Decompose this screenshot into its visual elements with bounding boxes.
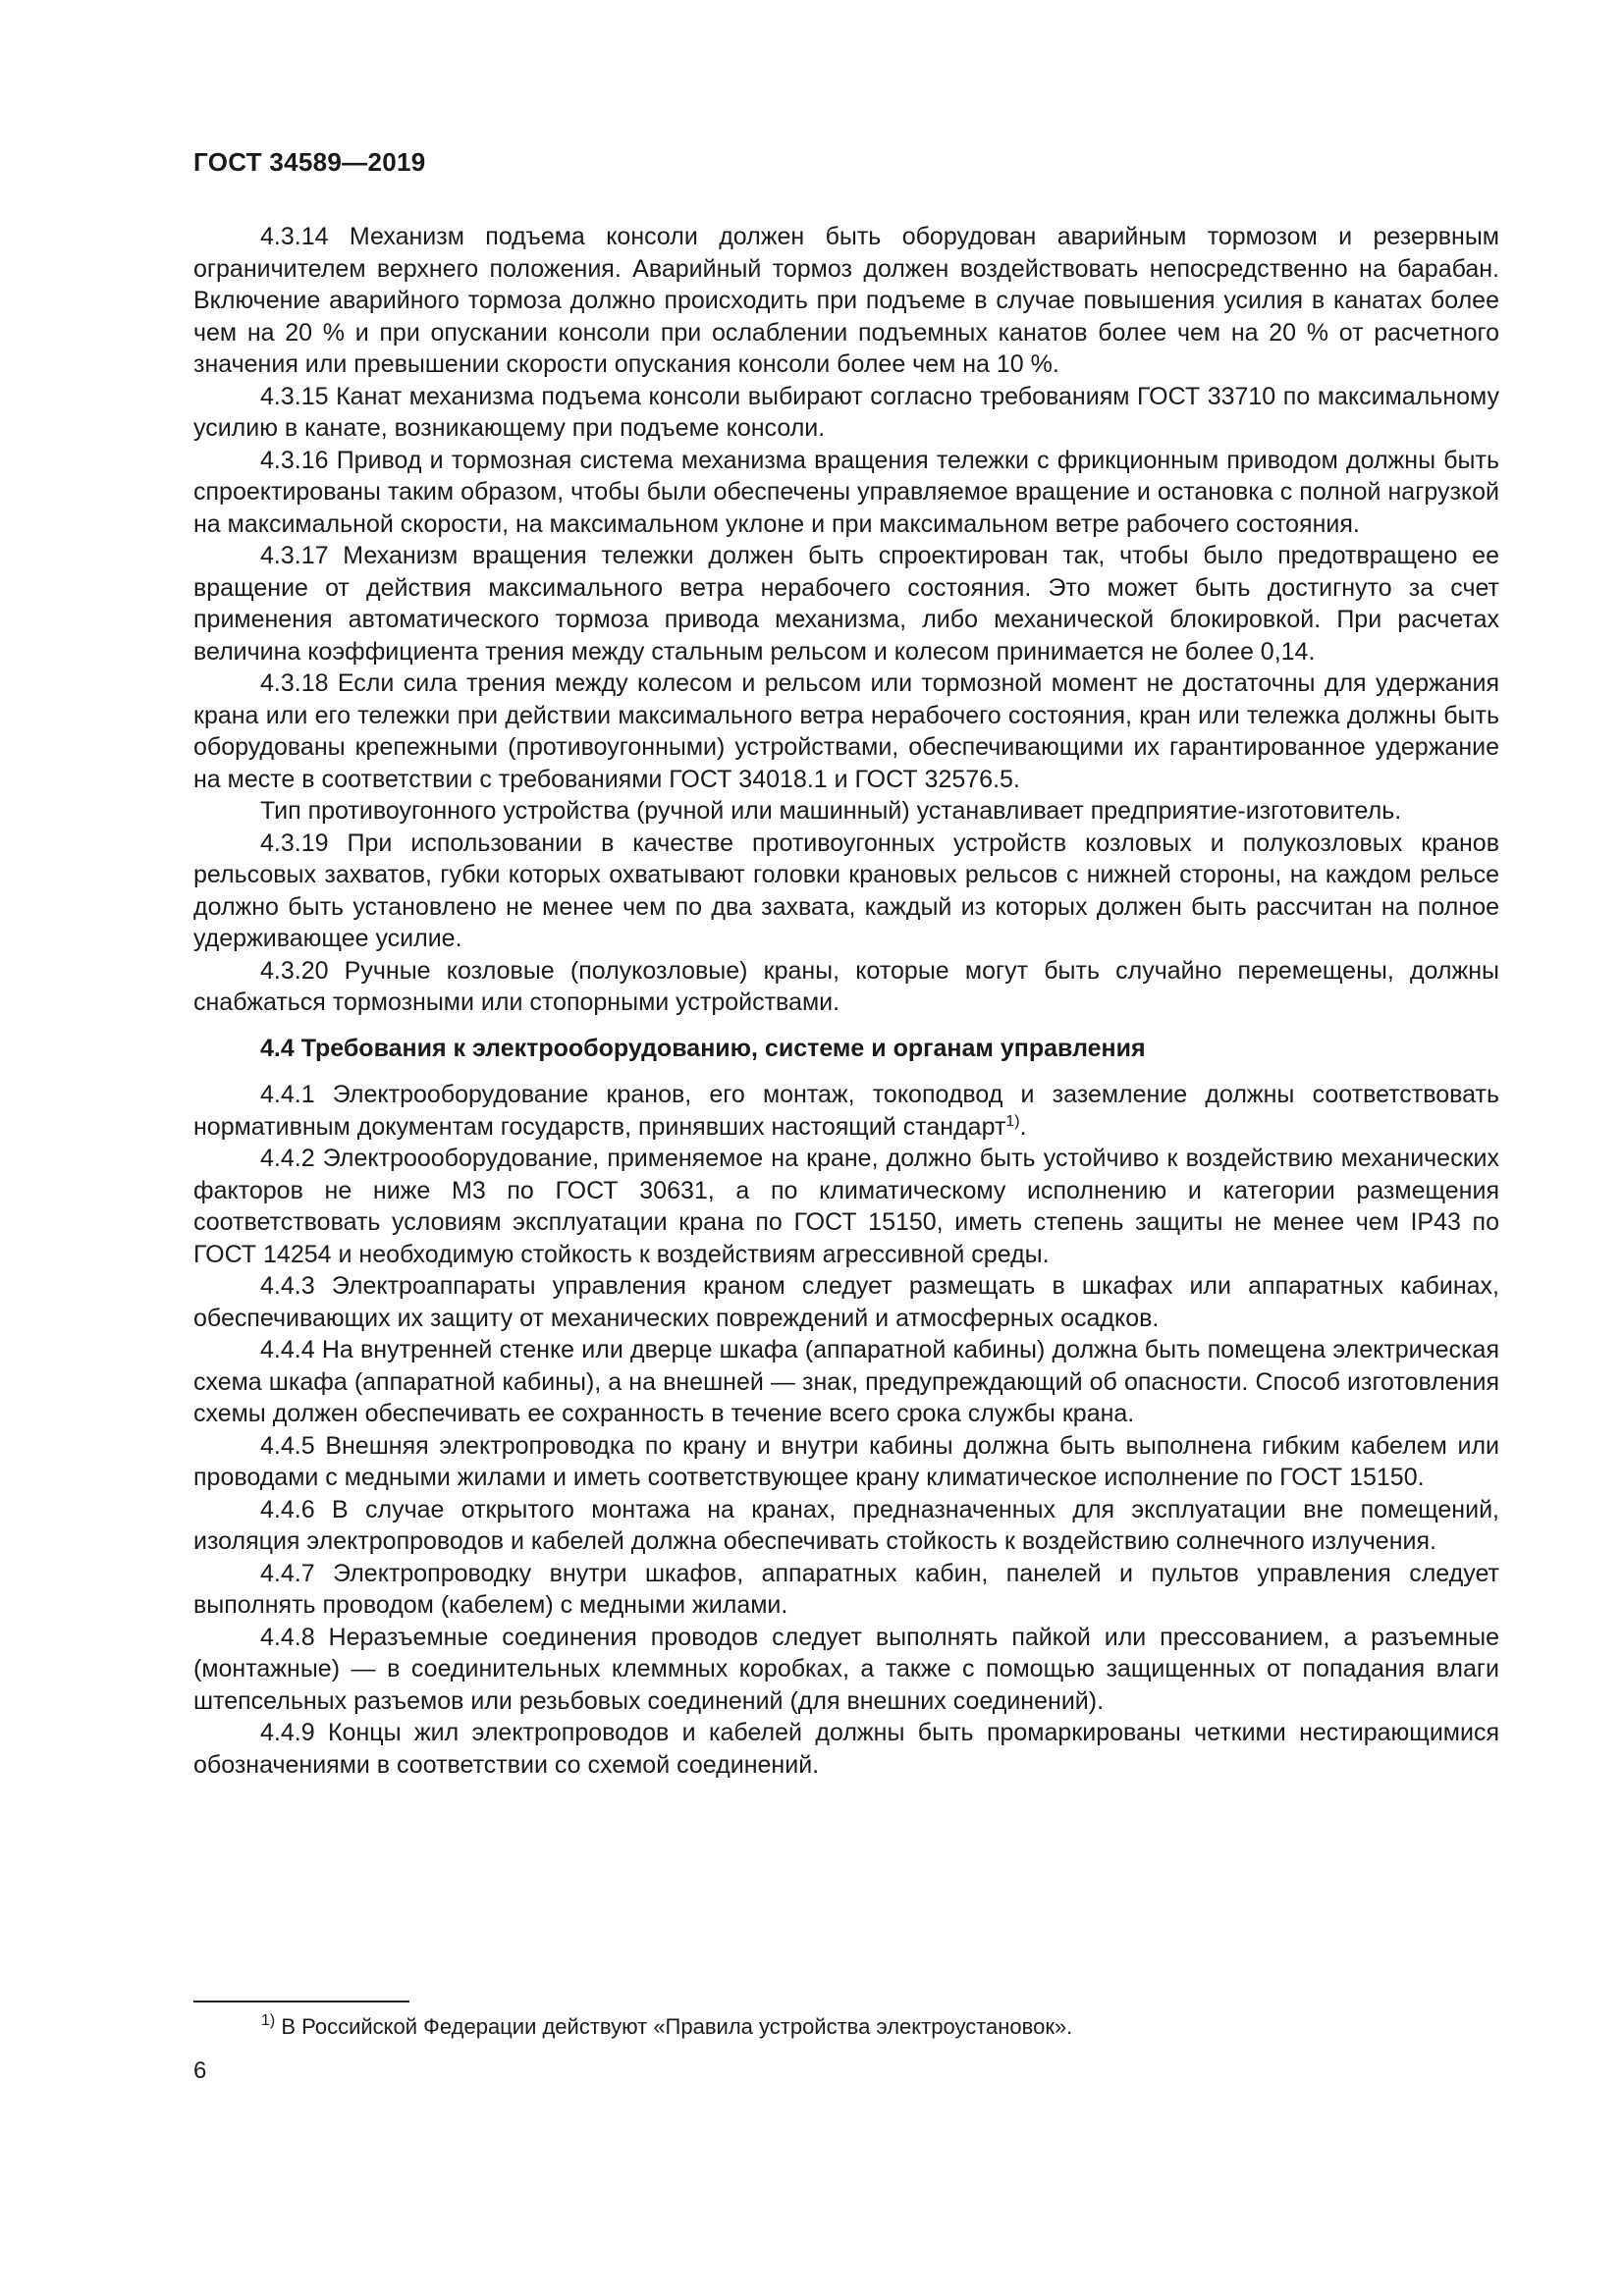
paragraph-4-3-15: 4.3.15 Канат механизма подъема консоли выбирают согласно требованиям ГОСТ 33710 по максимальному усилию в канате, возникающему при подъеме консоли. <box>193 382 1499 442</box>
paragraph-4-4-5: 4.4.5 Внешняя электропроводка по крану и внутри кабины должна быть выполнена гибким кабелем или проводами с медными жилами и иметь соответствующее крану климатическое исполнение по ГОСТ 15150. <box>193 1431 1499 1491</box>
paragraph-4-4-8: 4.4.8 Неразъемные соединения проводов следует выполнять пайкой или прессованием, а разъемные (монтажные) — в соединительных клеммных коробках, а также с помощью защищенных от попадания влаги штепсельных разъемов или резьбовых соединений (для внешних соединений). <box>193 1623 1499 1715</box>
paragraph-4-4-7: 4.4.7 Электропроводку внутри шкафов, аппаратных кабин, панелей и пультов управления следует выполнять проводом (кабелем) с медными жилами. <box>193 1559 1499 1619</box>
paragraph-4-4-3: 4.4.3 Электроаппараты управления краном следует размещать в шкафах или аппаратных кабинах, обеспечивающих их защиту от механических повреждений и атмосферных осадков. <box>193 1272 1499 1332</box>
footnote-marker: 1) <box>261 2012 276 2029</box>
paragraph-4-3-14: 4.3.14 Механизм подъема консоли должен быть оборудован аварийным тормозом и резервным ограничителем верхнего положения. Аварийный тормоз должен воздействовать непосредственно на барабан. Включение аварийного тормоза должно происходить при подъеме в случае повышения усилия в канатах более чем на 20 % и при опускании консоли при ослаблении подъемных канатов более чем на 20 % от расчетного значения или превышении скорости опускания консоли более чем на 10 %. <box>193 223 1499 378</box>
paragraph-4-3-19: 4.3.19 При использовании в качестве противоугонных устройств козловых и полукозловых кранов рельсовых захватов, губки которых охватывают головки крановых рельсов с нижней стороны, на каждом рельсе должно быть установлено не менее чем по два захвата, каждый из которых должен быть рассчитан на полное удерживающее усилие. <box>193 828 1499 952</box>
paragraph-4-4-1 <box>193 1079 1499 1143</box>
footnote-reference: 1) <box>1005 1112 1020 1130</box>
paragraph-4-3-18: 4.3.18 Если сила трения между колесом и рельсом или тормозной момент не достаточны для удержания крана или его тележки при действии максимального ветра нерабочего состояния, кран или тележка должны быть оборудованы крепежными (противоугонными) устройствами, обеспечивающими их гарантированное удержание на месте в соответствии с требованиями ГОСТ 34018.1 и ГОСТ 32576.5. <box>193 669 1499 793</box>
paragraph-4-4-9: 4.4.9 Концы жил электропроводов и кабелей должны быть промаркированы четкими нестирающимися обозначениями в соответствии со схемой соединений. <box>193 1719 1499 1779</box>
paragraph-4-3-18-note: Тип противоугонного устройства (ручной или машинный) устанавливает предприятие-изготовитель. <box>260 797 1402 825</box>
footnote-divider <box>193 2001 409 2002</box>
paragraph-4-3-16: 4.3.16 Привод и тормозная система механизма вращения тележки с фрикционным приводом должны быть спроектированы таким образом, чтобы были обеспечены управляемое вращение и остановка с полной нагрузкой на максимальной скорости, на максимальном уклоне и при максимальном ветре рабочего состояния. <box>193 446 1499 538</box>
paragraph-4-4-4: 4.4.4 На внутренней стенке или дверце шкафа (аппаратной кабины) должна быть помещена электрическая схема шкафа (аппаратной кабины), а на внешней — знак, предупреждающий об опасности. Способ изготовления схемы должен обеспечивать ее сохранность в течение всего срока службы крана. <box>193 1336 1499 1427</box>
paragraph-4-4-2: 4.4.2 Электроооборудование, применяемое на кране, должно быть устойчиво к воздействию механических факторов не ниже М3 по ГОСТ 30631, а по климатическому исполнению и категории размещения соответствовать условиям эксплуатации крана по ГОСТ 15150, иметь степень защиты не менее чем IP43 по ГОСТ 14254 и необходимую стойкость к воздействиям агрессивной среды. <box>193 1145 1499 1268</box>
document-body <box>193 221 1499 1781</box>
footnote-text: В Российской Федерации действуют «Правила устройства электроустановок». <box>275 2014 1073 2039</box>
paragraph-4-4-6: 4.4.6 В случае открытого монтажа на кранах, предназначенных для эксплуатации вне помещений, изоляция электропроводов и кабелей должна обеспечивать стойкость к воздействию солнечного излучения. <box>193 1495 1499 1555</box>
paragraph-4-3-20: 4.3.20 Ручные козловые (полукозловые) краны, которые могут быть случайно перемещены, должны снабжаться тормозными или стопорными устройствами. <box>193 956 1499 1016</box>
page-number: 6 <box>193 2057 207 2084</box>
footnote <box>261 2012 1072 2042</box>
document-header: ГОСТ 34589—2019 <box>193 147 426 177</box>
paragraph-4-4-1-end: . <box>1019 1112 1027 1141</box>
section-heading-4-4: 4.4 Требования к электрооборудованию, системе и органам управления <box>260 1034 1146 1062</box>
paragraph-4-3-17: 4.3.17 Механизм вращения тележки должен быть спроектирован так, чтобы было предотвращено ее вращение от действия максимального ветра нерабочего состояния. Это может быть достигнуто за счет применения автоматического тормоза привода механизма, либо механической блокировкой. При расчетах величина коэффициента трения между стальным рельсом и колесом принимается не более 0,14. <box>193 542 1499 666</box>
paragraph-4-4-1-text: 4.4.1 Электрооборудование кранов, его монтаж, токоподвод и заземление должны соответствовать нормативным документам государств, принявших настоящий стандарт <box>193 1081 1499 1141</box>
